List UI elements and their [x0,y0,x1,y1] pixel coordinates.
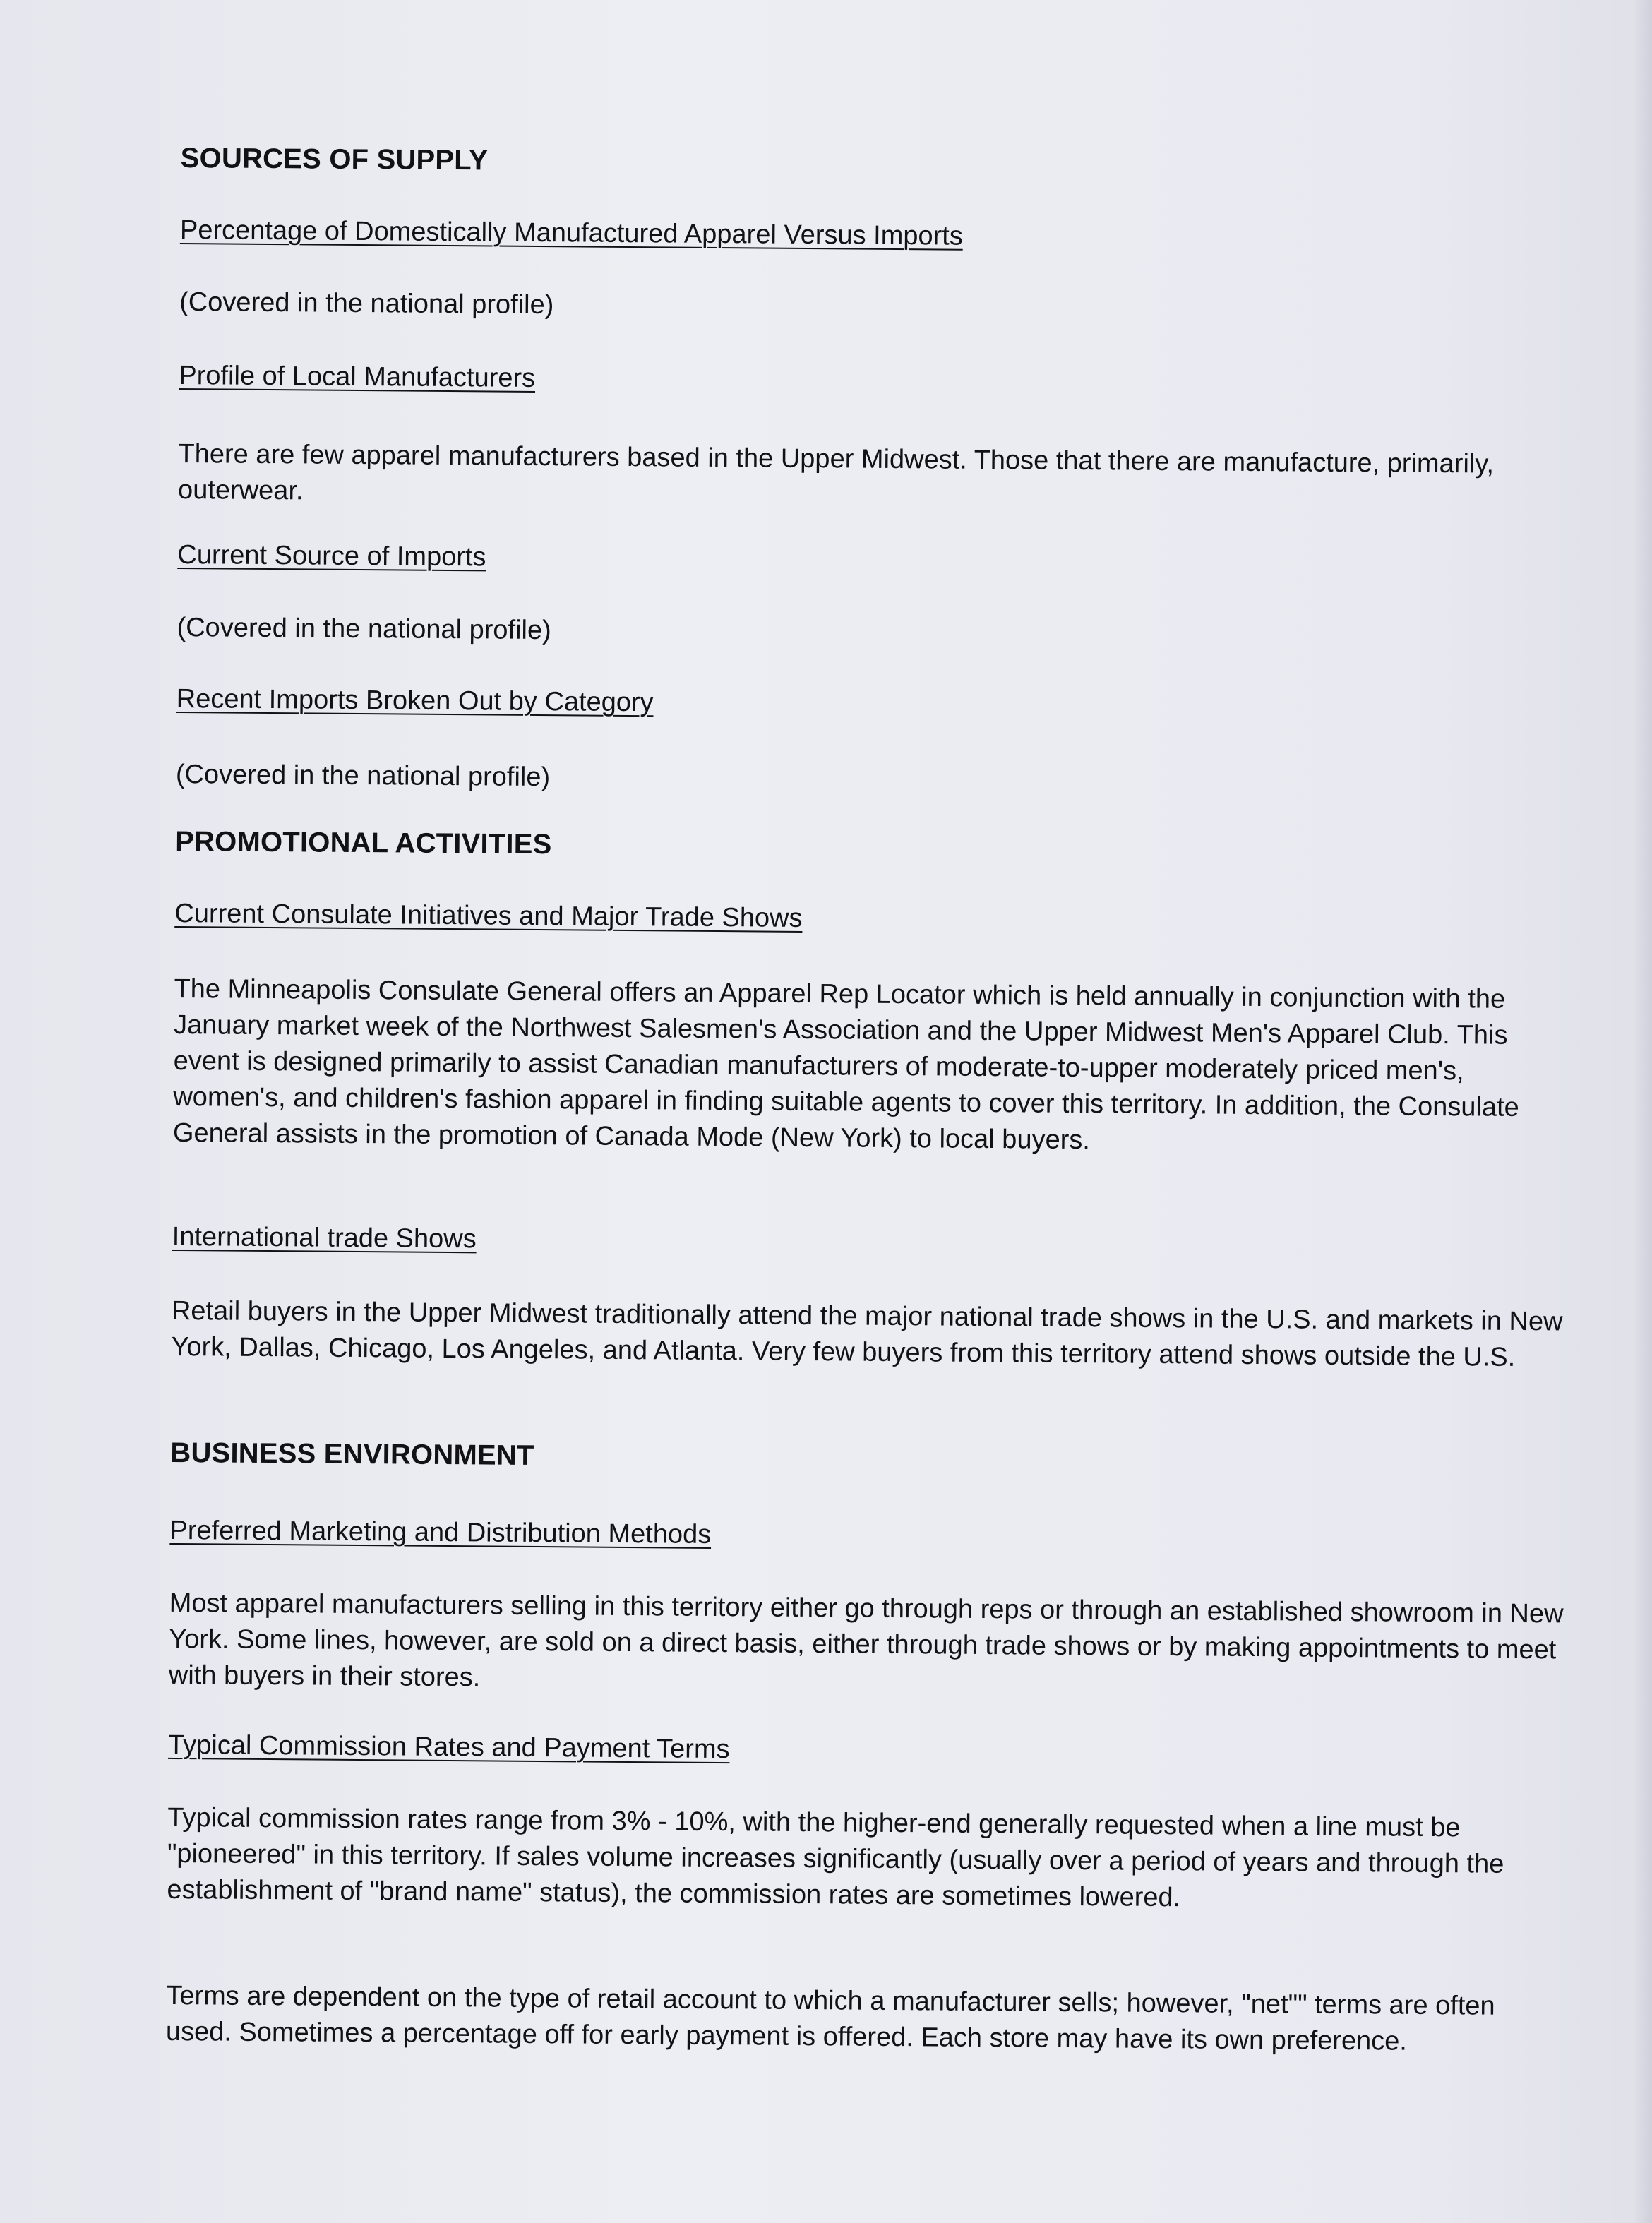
subheading-commission-rates: Typical Commission Rates and Payment Terms [167,1730,730,1765]
paragraph-payment-terms: Terms are dependent on the type of retail account to which a manufacturer sells; however, "net"" terms are often used. Sometimes a percentage off for early payment is offered. Each store may have its own preference. [165,1980,1495,2056]
paragraph-current-source-of-imports: (Covered in the national profile) [176,612,551,646]
paragraph-commission-rates: Typical commission rates range from 3% - 10%, with the higher-end generally requested when a line must be "pioneered" in this territory. If sales volume increases significantly (usually over a period of years and through the establishment of "brand name" status), the commission rates are sometimes lowered. [167,1802,1504,1913]
subheading-domestic-vs-imports: Percentage of Domestically Manufactured Apparel Versus Imports [179,215,964,251]
paragraph-international-trade-shows: Retail buyers in the Upper Midwest traditionally attend the major national trade shows in the U.S. and markets in New York, Dallas, Chicago, Los Angeles, and Atlanta. Very few buyers from this territory attend shows outside the U.S. [171,1295,1563,1372]
subheading-international-trade-shows: International trade Shows [172,1221,477,1254]
paragraph-domestic-vs-imports: (Covered in the national profile) [179,287,554,320]
section-heading-sources-of-supply: SOURCES OF SUPPLY [180,142,489,176]
paragraph-marketing-distribution: Most apparel manufacturers selling in this territory either go through reps or through an established showroom in New York. Some lines, however, are sold on a direct basis, either through trade shows or by making appointments to meet with buyers in their stores. [168,1588,1564,1693]
subheading-current-source-of-imports: Current Source of Imports [177,539,486,573]
page-edge-shadow [1634,0,1652,2223]
section-heading-business-environment: BUSINESS ENVIRONMENT [170,1437,534,1471]
subheading-consulate-initiatives: Current Consulate Initiatives and Major Trade Shows [174,898,803,933]
paragraph-consulate-initiatives: The Minneapolis Consulate General offers an Apparel Rep Locator which is held annually in conjunction with the January market week of the Northwest Salesmen's Association and the Upper Midwest Men's Apparel Club. This event is designed primarily to assist Canadian manufacturers of moderate-to-upper moderately priced men's, women's, and children's fashion apparel in finding suitable agents to cover this territory. In addition, the Consulate General assists in the promotion of Canada Mode (New York) to local buyers. [172,973,1519,1156]
document-body [165,138,1579,2056]
subheading-local-manufacturers: Profile of Local Manufacturers [179,360,536,393]
paragraph-recent-imports-by-category: (Covered in the national profile) [175,759,551,793]
section-heading-promotional-activities: PROMOTIONAL ACTIVITIES [175,825,552,861]
subheading-recent-imports-by-category: Recent Imports Broken Out by Category [176,683,654,718]
subheading-marketing-distribution: Preferred Marketing and Distribution Methods [169,1515,712,1550]
paragraph-local-manufacturers: There are few apparel manufacturers based in the Upper Midwest. Those that there are manufacture, primarily, outerwear. [177,438,1495,506]
